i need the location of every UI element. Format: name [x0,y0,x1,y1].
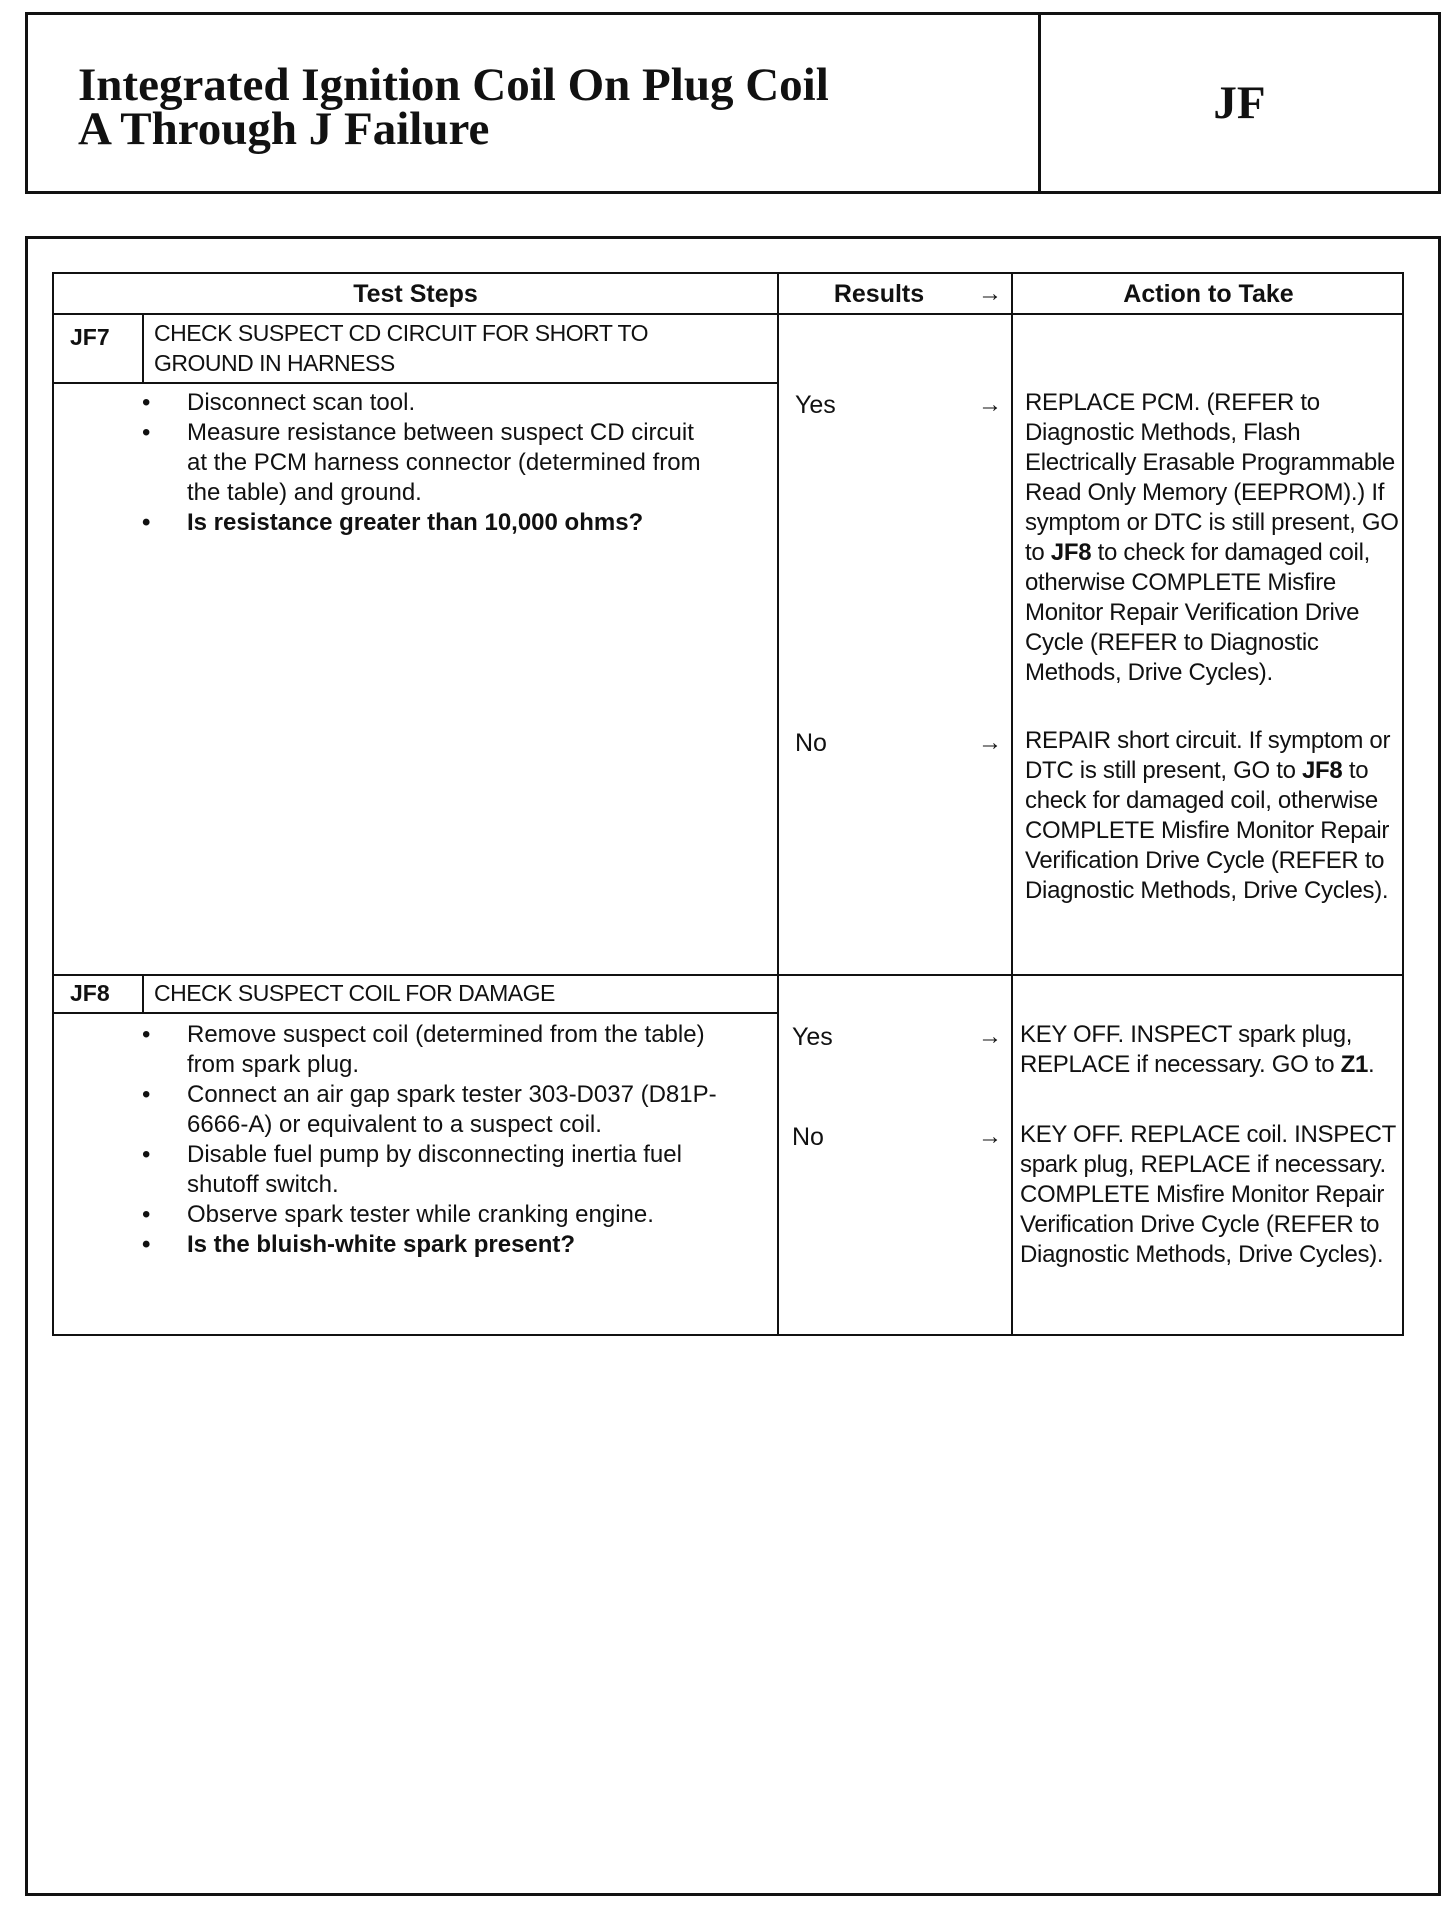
header-action: Action to Take [1123,279,1294,308]
action-yes-jf8 [1020,1020,1400,1080]
col-divider-results [777,274,779,1334]
jf7-title-rule [54,382,777,384]
instruction-item: • Measure resistance between suspect CD circuit at the PCM harness connector (determined from the table) and ground. [142,418,702,508]
result-arrow: → [978,391,1002,418]
step-jf8-instructions [142,1020,722,1260]
action-text: REPAIR short circuit. If symptom or DTC is still present, GO to [1025,727,1391,784]
action-text: . [1368,1051,1375,1078]
header-test-steps: Test Steps [353,279,478,308]
result-yes-jf8: Yes [792,1023,833,1051]
action-yes-jf7 [1025,388,1405,688]
instruction-item: • Observe spark tester while cranking engine. [142,1200,722,1230]
action-no-jf8 [1020,1120,1400,1270]
jf8-id-divider [142,974,144,1012]
title-line-1: Integrated Ignition Coil On Plug Coil [78,59,829,111]
step-title-jf8: CHECK SUSPECT COIL FOR DAMAGE [154,980,555,1006]
header-arrow: → [978,280,1002,307]
step-id-jf8: JF8 [70,980,110,1006]
jf7-id-divider [142,313,144,382]
action-step-ref: JF8 [1302,757,1343,784]
action-step-ref: JF8 [1050,539,1092,566]
step-title-jf7: CHECK SUSPECT CD CIRCUIT FOR SHORT TO GROUND IN HARNESS [154,320,648,376]
header-results: Results [833,279,925,308]
instruction-item: • Remove suspect coil (determined from the table) from spark plug. [142,1020,722,1080]
result-no-jf7: No [795,729,827,757]
action-text: REPLACE PCM. (REFER to Diagnostic Methods, Flash Electrically Erasable Programmable Read Only Memory (EEPROM).) If symptom or DTC is still present, GO to [1025,389,1399,566]
step-separator [54,974,1404,976]
result-arrow: → [978,729,1002,756]
result-yes-jf7: Yes [795,391,836,419]
action-no-jf7 [1025,726,1405,906]
section-code: JF [1213,77,1266,129]
header-rule [54,313,1404,315]
page-title [78,59,1018,155]
action-text: to check for damaged coil, otherwise COMPLETE Misfire Monitor Repair Verification Drive Cycle (REFER to Diagnostic Methods, Drive Cycles). [1025,757,1390,904]
instruction-question: • Is the bluish-white spark present? [142,1230,722,1260]
instruction-question: • Is resistance greater than 10,000 ohms? [142,508,702,538]
instruction-item: • Disable fuel pump by disconnecting inertia fuel shutoff switch. [142,1140,722,1200]
result-arrow: → [978,1023,1002,1050]
test-steps-table [52,272,1404,1336]
jf8-title-rule [54,1012,777,1014]
action-text: to check for damaged coil, otherwise COMPLETE Misfire Monitor Repair Verification Drive Cycle (REFER to Diagnostic Methods, Drive Cycles). [1025,539,1370,686]
action-step-ref: Z1 [1340,1051,1369,1078]
step-id-jf7: JF7 [70,324,110,350]
action-text: KEY OFF. INSPECT spark plug, REPLACE if necessary. GO to [1020,1021,1353,1078]
instruction-item: • Disconnect scan tool. [142,388,702,418]
action-text: KEY OFF. REPLACE coil. INSPECT spark plug, REPLACE if necessary. COMPLETE Misfire Monitor Repair Verification Drive Cycle (REFER to Diagnostic Methods, Drive Cycles). [1020,1121,1396,1268]
result-arrow: → [978,1123,1002,1150]
step-jf7-instructions [142,388,702,538]
col-divider-action [1011,274,1013,1334]
instruction-item: • Connect an air gap spark tester 303-D037 (D81P-6666-A) or equivalent to a suspect coil. [142,1080,722,1140]
title-block [25,12,1441,194]
title-line-2: A Through J Failure [78,103,490,155]
result-no-jf8: No [792,1123,824,1151]
